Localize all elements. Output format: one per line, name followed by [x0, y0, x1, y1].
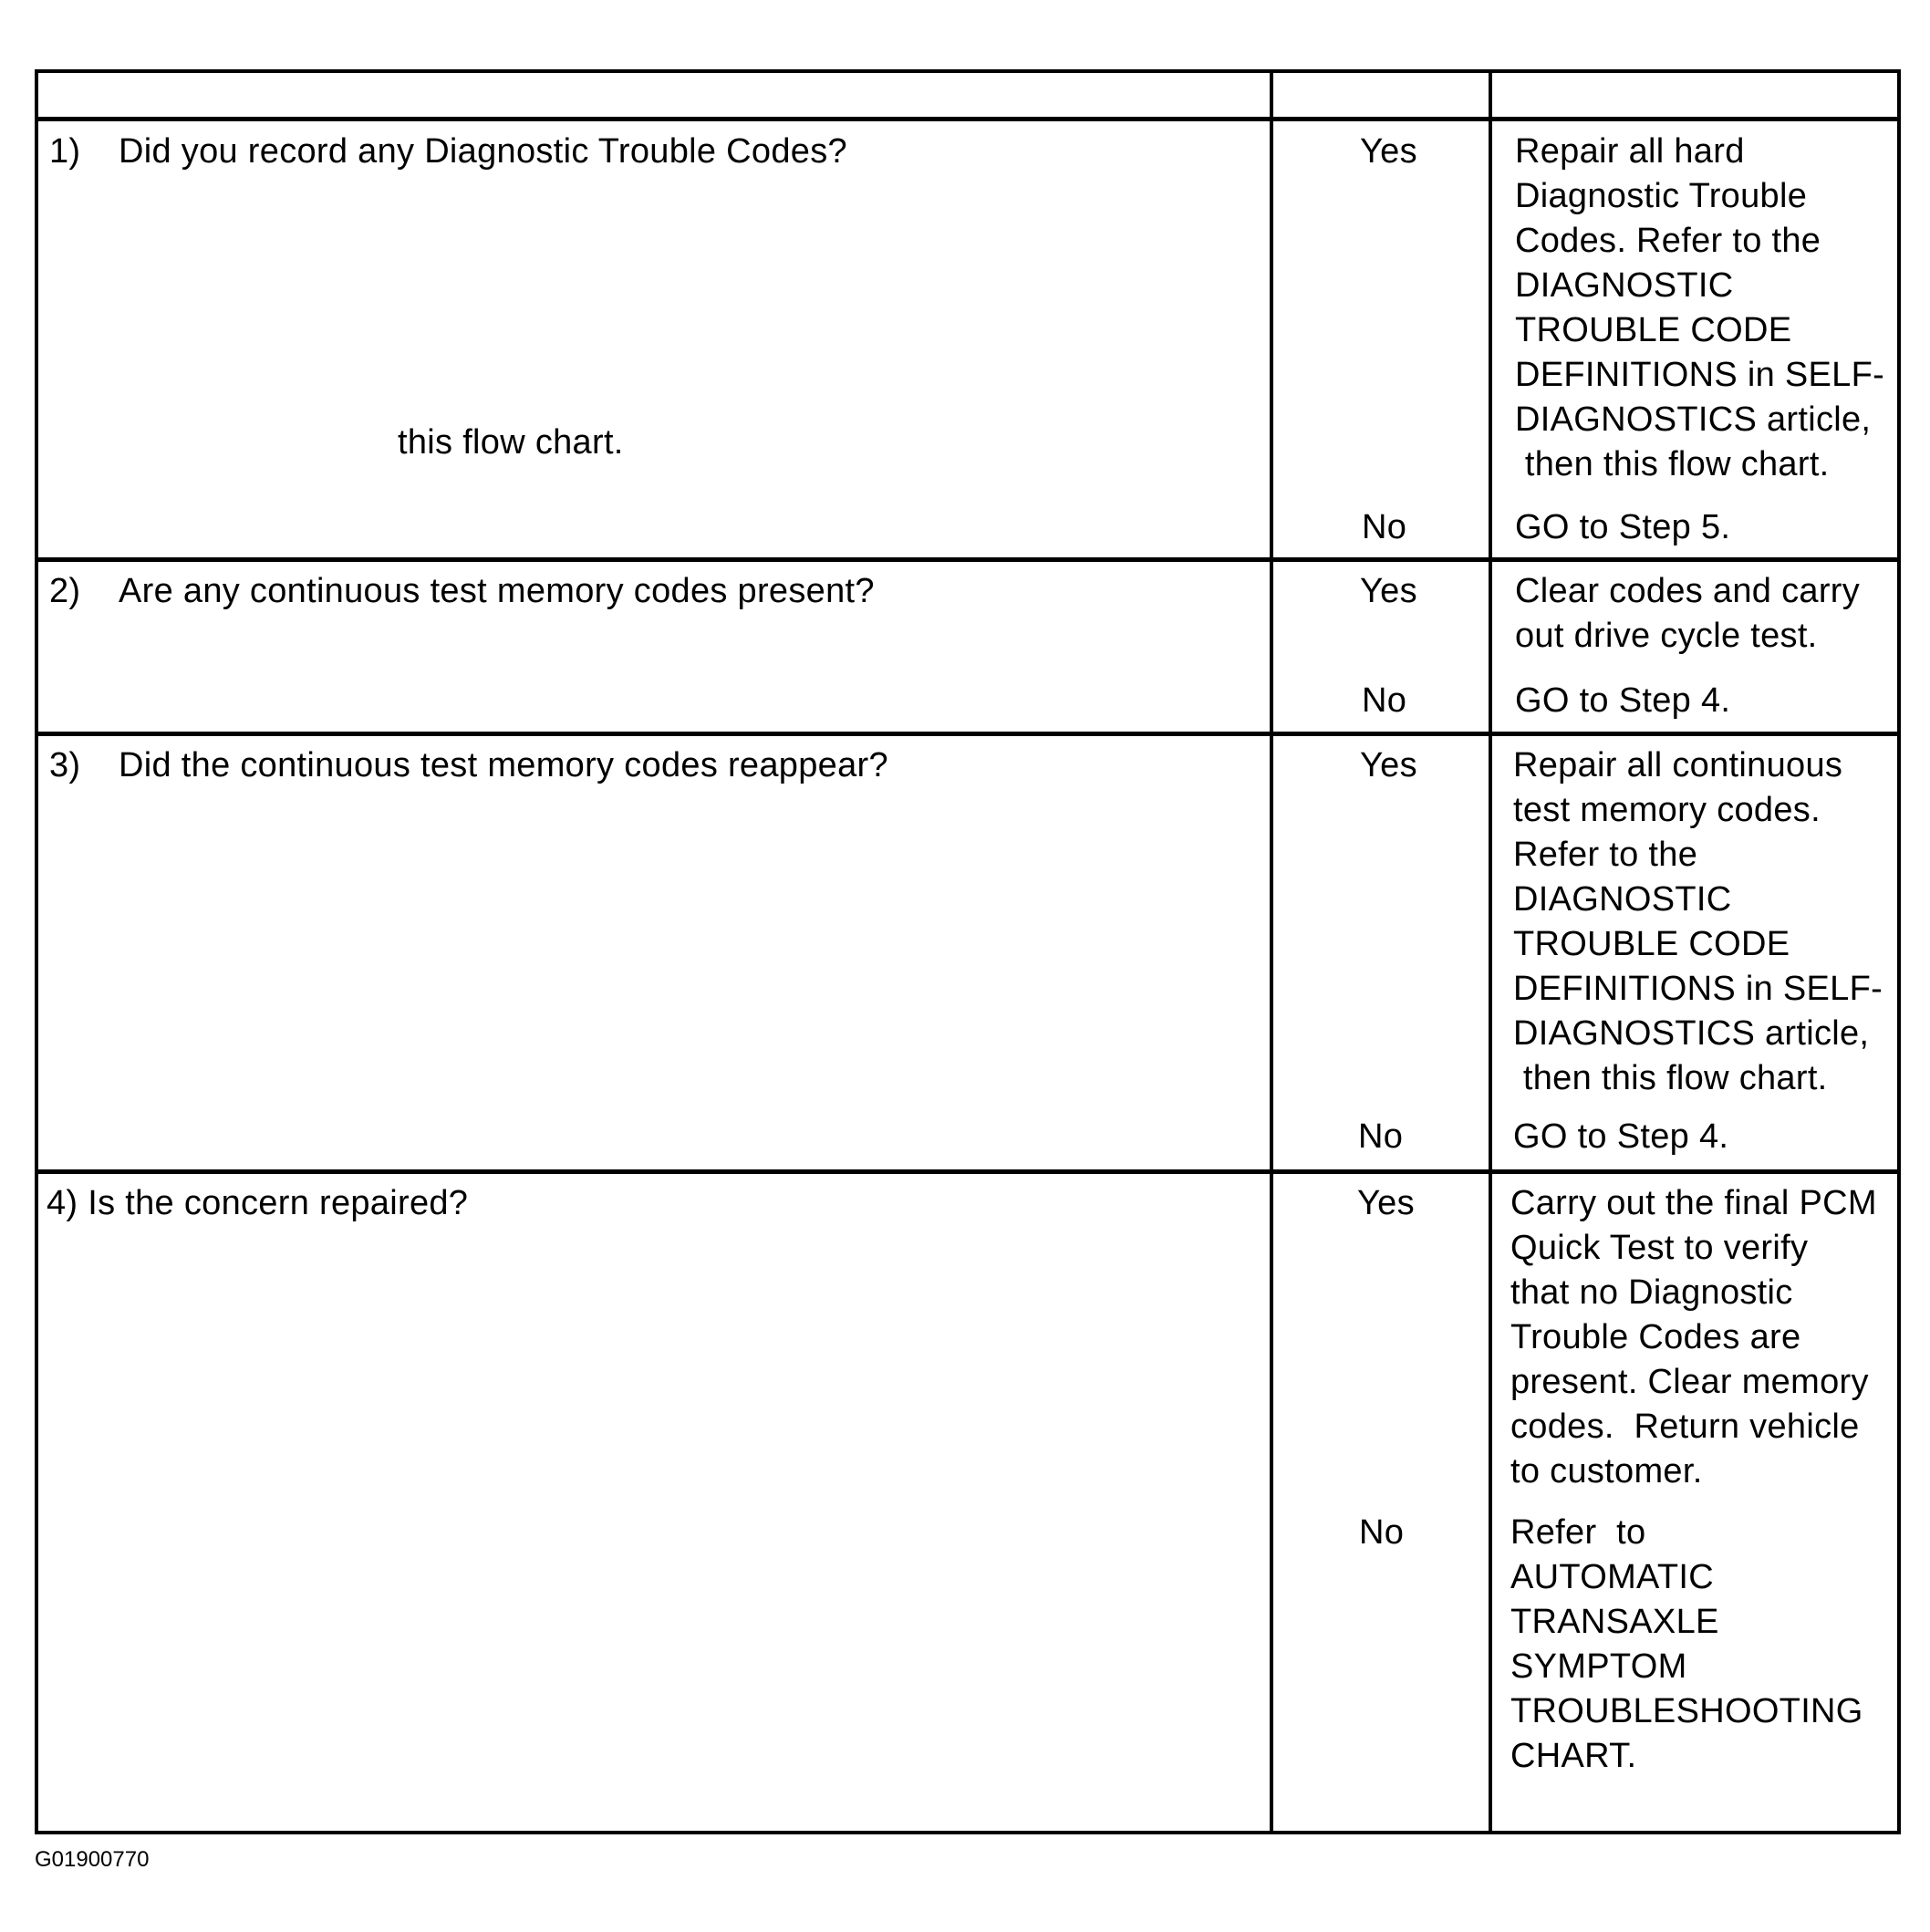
yes-action-line: Clear codes and carry — [1515, 572, 1861, 610]
row-divider-step-2 — [35, 732, 1901, 736]
no-action-line: CHART. — [1510, 1737, 1637, 1775]
yes-action-line: TROUBLE CODE — [1513, 925, 1790, 963]
step-question: Are any continuous test memory codes present? — [119, 572, 875, 610]
yes-action-line: Repair all hard — [1515, 132, 1745, 171]
yes-action-line: codes. Return vehicle — [1510, 1407, 1860, 1446]
answer-no: No — [1358, 1117, 1404, 1156]
yes-action-line: DIAGNOSTICS article, — [1515, 400, 1872, 439]
column-divider-answer-action — [1489, 69, 1492, 1834]
yes-action-line: DIAGNOSTIC — [1515, 266, 1734, 305]
step-number: 1) — [49, 132, 81, 171]
yes-action — [1515, 130, 1884, 487]
yes-action-line: Repair all continuous — [1513, 746, 1843, 784]
answer-yes: Yes — [1357, 1184, 1415, 1222]
yes-action-line: to customer. — [1510, 1452, 1703, 1491]
no-action-line: Refer to — [1510, 1513, 1646, 1552]
yes-action-line: Refer to the — [1513, 836, 1698, 874]
yes-action-line: DIAGNOSTICS article, — [1513, 1014, 1870, 1053]
yes-action — [1513, 743, 1883, 1101]
yes-action-line: out drive cycle test. — [1515, 617, 1818, 655]
yes-action-line: then this flow chart. — [1515, 445, 1830, 483]
yes-action — [1510, 1181, 1877, 1494]
yes-action-line: DEFINITIONS in SELF- — [1515, 356, 1885, 394]
answer-no: No — [1359, 1513, 1405, 1552]
yes-action-line: TROUBLE CODE — [1515, 311, 1792, 349]
no-action: GO to Step 4. — [1515, 681, 1731, 720]
yes-action-line: test memory codes. — [1513, 791, 1821, 829]
yes-action-line: Diagnostic Trouble — [1515, 177, 1808, 215]
yes-action-line: Codes. Refer to the — [1515, 222, 1821, 260]
step-question: 4) Is the concern repaired? — [47, 1184, 469, 1222]
step-number: 3) — [49, 746, 81, 784]
step-question: Did the continuous test memory codes reappear? — [119, 746, 888, 784]
no-action-line: SYMPTOM — [1510, 1647, 1687, 1686]
yes-action-line: then this flow chart. — [1513, 1059, 1828, 1097]
figure-id: G01900770 — [35, 1847, 150, 1872]
step-question-fragment: this flow chart. — [398, 423, 624, 462]
answer-yes: Yes — [1360, 746, 1417, 784]
step-question: Did you record any Diagnostic Trouble Codes? — [119, 132, 847, 171]
yes-action-line: Quick Test to verify — [1510, 1229, 1809, 1267]
header-row-divider — [35, 117, 1901, 121]
no-action-line: AUTOMATIC — [1510, 1558, 1714, 1596]
no-action-line: TROUBLESHOOTING — [1510, 1692, 1863, 1730]
yes-action-line: that no Diagnostic — [1510, 1273, 1793, 1312]
column-divider-question-answer — [1270, 69, 1273, 1834]
answer-no: No — [1362, 681, 1407, 720]
answer-yes: Yes — [1360, 132, 1417, 171]
no-action-line: TRANSAXLE — [1510, 1603, 1719, 1641]
answer-no: No — [1362, 508, 1407, 546]
row-divider-step-3 — [35, 1169, 1901, 1174]
row-divider-step-1 — [35, 557, 1901, 562]
yes-action-line: Carry out the final PCM — [1510, 1184, 1877, 1222]
yes-action-line: DIAGNOSTIC — [1513, 880, 1732, 919]
step-number: 2) — [49, 572, 81, 610]
no-action: GO to Step 4. — [1513, 1117, 1729, 1156]
yes-action-line: present. Clear memory — [1510, 1363, 1869, 1401]
yes-action-line: Trouble Codes are — [1510, 1318, 1801, 1356]
no-action: GO to Step 5. — [1515, 508, 1731, 546]
yes-action — [1515, 569, 1860, 659]
no-action — [1510, 1511, 1863, 1779]
answer-yes: Yes — [1360, 572, 1417, 610]
yes-action-line: DEFINITIONS in SELF- — [1513, 970, 1883, 1008]
